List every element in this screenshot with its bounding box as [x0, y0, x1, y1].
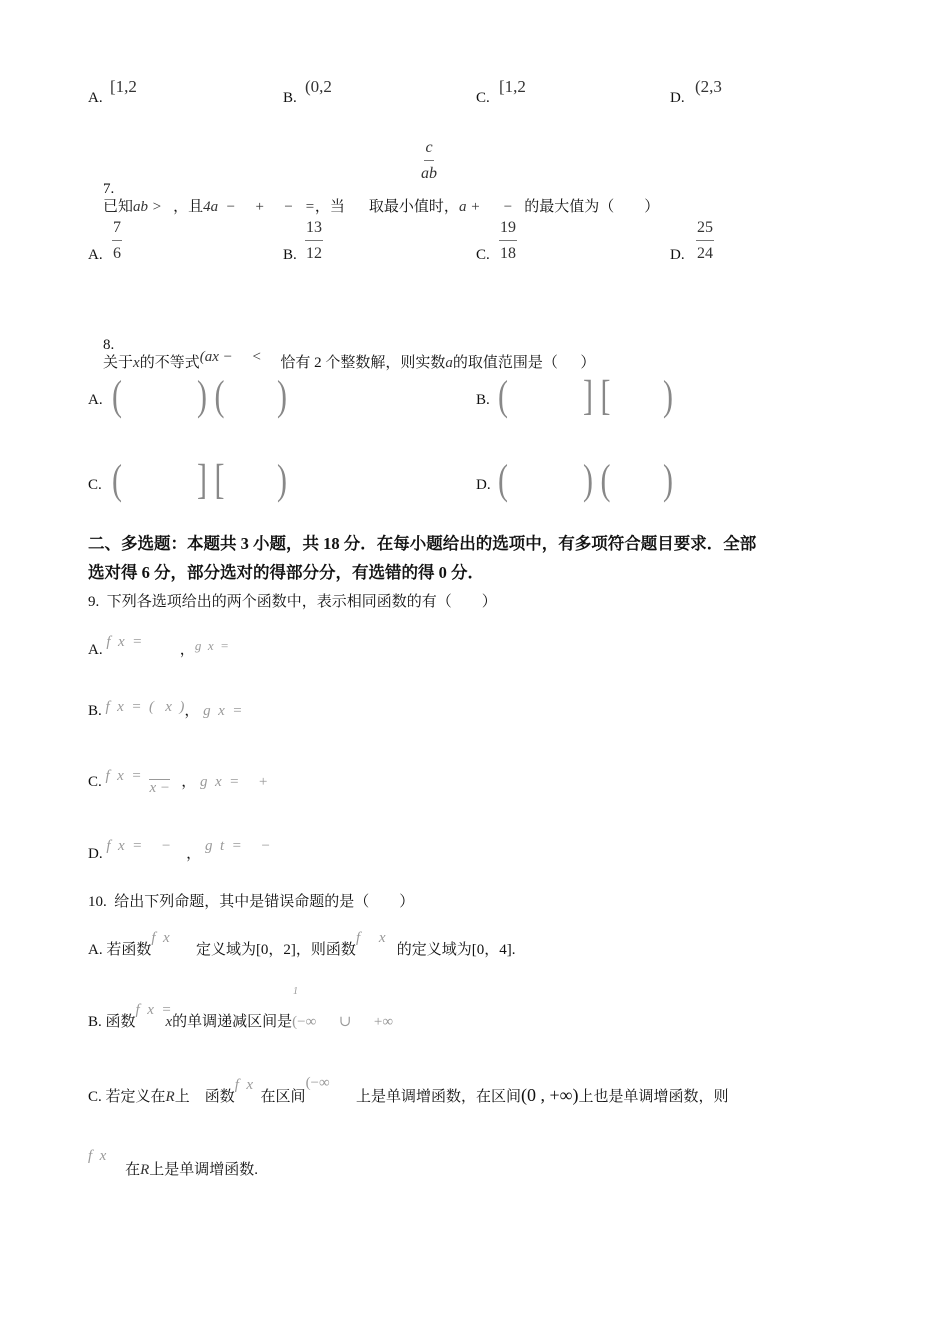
label: C.: [88, 1089, 102, 1105]
math: (−∞: [305, 1075, 330, 1091]
q8-text: 的取值范围是（ ）: [452, 355, 596, 371]
math: g x =: [203, 703, 243, 719]
q6-option-c-label: C.: [476, 90, 490, 106]
sep: ，: [181, 774, 197, 790]
num: 7: [112, 218, 122, 241]
text: 上是单调增函数.: [149, 1162, 259, 1178]
den: 18: [500, 245, 516, 262]
q7-text: ，且: [173, 199, 204, 215]
text: 的单调递减区间是: [172, 1014, 293, 1030]
math: f x = −: [106, 838, 172, 854]
math: g x = +: [200, 774, 269, 790]
question-10: 10. 给出下列命题，其中是错误命题的是（ ）: [88, 894, 415, 910]
text: 上也是单调增函数，则: [578, 1089, 729, 1105]
text: 定义域为[0，2]，则函数: [195, 942, 356, 958]
q9-option-a: [88, 634, 229, 659]
q6-option-a-label: A.: [88, 90, 103, 106]
math: f x =: [105, 768, 142, 784]
q8-number: 8.: [103, 337, 115, 353]
label: B.: [88, 1014, 102, 1030]
text: 上 函数: [174, 1089, 235, 1105]
section-2-heading: 二、多选题：本题共 3 小题，共 18 分．在每小题给出的选项中，有多项符合题目要求．全部: [88, 534, 757, 553]
q8-option-c-label: C.: [88, 477, 102, 493]
label: A.: [88, 942, 103, 958]
q8-math: a: [445, 355, 453, 371]
question-7: [88, 162, 659, 234]
q8-option-d-label: D.: [476, 477, 491, 493]
label: B.: [88, 703, 102, 719]
text: 若定义在: [105, 1089, 166, 1105]
q6-option-a-value: [1,2: [110, 77, 137, 96]
q9-option-b: [88, 699, 243, 720]
q6-option-d-value: (2,3: [695, 77, 722, 96]
q8-text: 恰有 2 个整数解，则实数: [280, 355, 446, 371]
q10-option-c: [88, 1075, 729, 1106]
q7-frac-num: c: [424, 138, 433, 161]
q7-option-a-fraction: [112, 218, 122, 264]
q8-option-c-value: ( ] [ ): [112, 457, 287, 504]
math: g x =: [194, 638, 229, 653]
num: 13: [305, 218, 323, 241]
q10-option-c-cont: [88, 1148, 259, 1179]
q7-text: 的最大值为（ ）: [524, 199, 660, 215]
q6-option-b-label: B.: [283, 90, 297, 106]
fraction: x −: [149, 780, 170, 796]
label: A.: [88, 642, 103, 658]
math: f x =: [135, 1002, 172, 1018]
text: 上是单调增函数，在区间: [355, 1089, 521, 1105]
q6-option-d-label: D.: [670, 90, 685, 106]
q7-number: 7.: [103, 181, 115, 197]
text: 函数: [105, 1014, 136, 1030]
den: 12: [306, 245, 322, 262]
q7-text: ，当: [314, 199, 345, 215]
q8-option-b-label: B.: [476, 392, 490, 408]
q8-math: x: [133, 355, 140, 371]
q7-option-d-label: D.: [670, 247, 685, 263]
text: 的定义域为[0，4].: [396, 942, 516, 958]
text: 在: [125, 1162, 141, 1178]
q8-math: (ax − <: [199, 349, 262, 365]
q7-frac-den: ab: [421, 165, 437, 182]
frac-num: 1: [293, 986, 298, 997]
math: (−∞ ∪ +∞: [292, 1014, 394, 1030]
label: D.: [88, 846, 103, 862]
q7-math: 4a − + − =: [203, 199, 315, 215]
q10-option-b: [88, 986, 394, 1031]
q9-option-c: [88, 768, 269, 796]
q7-option-c-fraction: [499, 218, 517, 264]
q7-math: ab >: [133, 199, 162, 215]
q8-option-d-value: ( ) ( ): [498, 457, 673, 504]
num: 19: [499, 218, 517, 241]
q8-option-b-value: ( ] [ ): [498, 373, 673, 420]
q7-option-d-fraction: [696, 218, 714, 264]
q8-text: 的不等式: [139, 355, 200, 371]
den: 6: [113, 245, 121, 262]
math: f x =: [106, 634, 143, 650]
math: (0 , +∞): [520, 1085, 579, 1105]
section-2-heading-cont: 选对得 6 分，部分选对的得部分分，有选错的得 0 分．: [88, 563, 484, 582]
math: f x: [355, 930, 386, 946]
text: 在区间: [260, 1089, 306, 1105]
math: R: [165, 1089, 175, 1105]
math: f x: [234, 1077, 254, 1093]
q7-text: 取最小值时，: [368, 199, 459, 215]
q7-option-a-label: A.: [88, 247, 103, 263]
math: f x = ( x ): [105, 699, 185, 715]
math: f x: [88, 1148, 107, 1164]
q8-option-a-label: A.: [88, 392, 103, 408]
q7-fraction: [421, 138, 437, 184]
q10-option-a: [88, 930, 516, 959]
q9-option-d: [88, 838, 271, 863]
frac-den: x: [165, 1014, 173, 1030]
math: g t = −: [204, 838, 271, 854]
question-9: 9. 下列各选项给出的两个函数中，表示相同函数的有（ ）: [88, 594, 497, 610]
q6-option-c-value: [1,2: [499, 77, 526, 96]
q7-option-c-label: C.: [476, 247, 490, 263]
label: C.: [88, 774, 102, 790]
den: 24: [697, 245, 713, 262]
q8-text: 关于: [103, 355, 134, 371]
q7-text: 已知: [103, 199, 134, 215]
sep: ，: [179, 642, 195, 658]
num: 25: [696, 218, 714, 241]
q6-option-b-value: (0,2: [305, 77, 332, 96]
math: R: [140, 1162, 150, 1178]
math: f x: [151, 930, 170, 946]
q7-math: a + −: [458, 199, 513, 215]
sep: ，: [186, 846, 202, 862]
q7-option-b-fraction: [305, 218, 323, 264]
sep: ，: [184, 703, 200, 719]
q8-option-a-value: ( ) ( ): [112, 373, 287, 420]
text: 若函数: [106, 942, 152, 958]
q7-option-b-label: B.: [283, 247, 297, 263]
